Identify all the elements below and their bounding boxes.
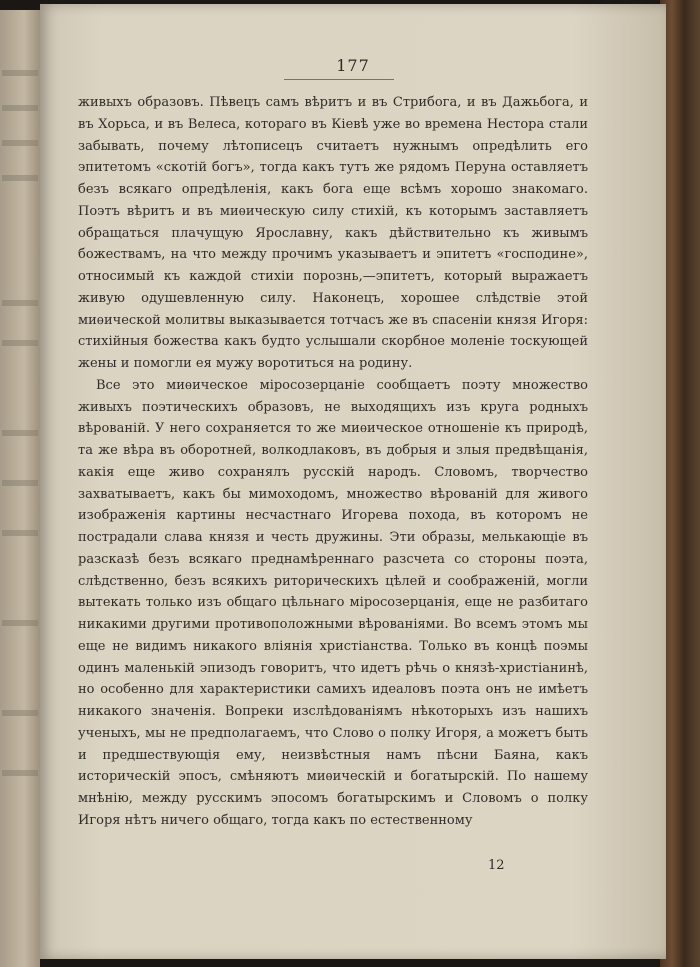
paragraph-2: Все это миѳическое міросозерцаніе сообщаетъ поэту множество живыхъ поэтическихъ образовъ, не выходящихъ изъ круга родныхъ вѣрованій. У него сохраняется то же миѳическое отношеніе къ природѣ, та же вѣра въ оборотней, волкодлаковъ, въ добрыя и злыя предвѣщанія, какія еще живо сохранялъ русскій народъ. Словомъ, творчество захватываетъ, какъ бы мимоходомъ, множество вѣрованій для живого изображенія картины несчастнаго Игорева похода, въ которомъ не пострадали слава князя и честь дружины. Эти образы, мелькающіе въ разсказѣ безъ всякаго преднамѣреннаго разсчета со стороны поэта, слѣдственно, безъ всякихъ риторическихъ цѣлей и соображеній, могли вытекать только изъ общаго цѣльнаго міросозерцанія, еще не разбитаго никакими другими противоположными вѣрованіями. Во всемъ этомъ мы еще не видимъ никакого вліянія христіанства. Только въ концѣ поэмы одинъ маленькій эпизодъ говоритъ, что идетъ рѣчь о князѣ-христіанинѣ, но особенно для характеристики самихъ идеаловъ поэта онъ не имѣетъ никакого значенія. Вопреки изслѣдованіямъ нѣкоторыхъ изъ нашихъ ученыхъ, мы не предполагаемъ, что Слово о полку Игоря, а можетъ быть и предшествующія ему, неизвѣстныя намъ пѣсни Баяна, какъ историческій эпосъ, смѣняютъ миѳическій и богатырскій. По нашему мнѣнію, между русскимъ эпосомъ богатырскимъ и Словомъ о полку Игоря нѣтъ ничего общаго, тогда какъ по естественному bbox=[78, 377, 588, 828]
facing-text-fragment bbox=[2, 710, 38, 716]
page-text bbox=[78, 92, 588, 832]
facing-text-fragment bbox=[2, 175, 38, 181]
facing-text-fragment bbox=[2, 70, 38, 76]
paragraph-1: живыхъ образовъ. Пѣвецъ самъ вѣритъ и въ Стрибога, и въ Дажьбога, и въ Хорьса, и въ Велеса, котораго въ Кіевѣ уже во времена Нестора стали забывать, почему лѣтописецъ считаетъ нужнымъ опредѣлить его эпитетомъ «скотій богъ», тогда какъ тутъ же рядомъ Перуна оставляетъ безъ всякаго опредѣленія, какъ бога еще всѣмъ хорошо знакомаго. Поэтъ вѣритъ и въ миѳическую силу стихій, къ которымъ заставляетъ обращаться плачущую Ярославну, какъ дѣйствительно къ живымъ божествамъ, на что между прочимъ указываетъ и эпитетъ «господине», относимый къ каждой стихіи порознь,—эпитетъ, который выражаетъ живую одушевленную силу. Наконецъ, хорошее слѣдствіе этой миѳической молитвы выказывается тотчасъ же въ спасеніи князя Игоря: стихійныя божества какъ будто услышали скорбное моленіе тоскующей жены и помогли ея мужу воротиться на родину. bbox=[78, 95, 588, 371]
facing-text-fragment bbox=[2, 340, 38, 346]
facing-page-edge bbox=[0, 10, 40, 967]
facing-text-fragment bbox=[2, 620, 38, 626]
book-cover-edge bbox=[660, 0, 700, 967]
facing-text-fragment bbox=[2, 430, 38, 436]
facing-text-fragment bbox=[2, 105, 38, 111]
facing-text-fragment bbox=[2, 140, 38, 146]
facing-text-fragment bbox=[2, 300, 38, 306]
signature-mark: 12 bbox=[488, 858, 505, 873]
facing-text-fragment bbox=[2, 770, 38, 776]
facing-text-fragment bbox=[2, 480, 38, 486]
book-page bbox=[40, 4, 666, 959]
header-rule bbox=[284, 79, 394, 80]
facing-text-fragment bbox=[2, 530, 38, 536]
page-number: 177 bbox=[336, 56, 370, 75]
